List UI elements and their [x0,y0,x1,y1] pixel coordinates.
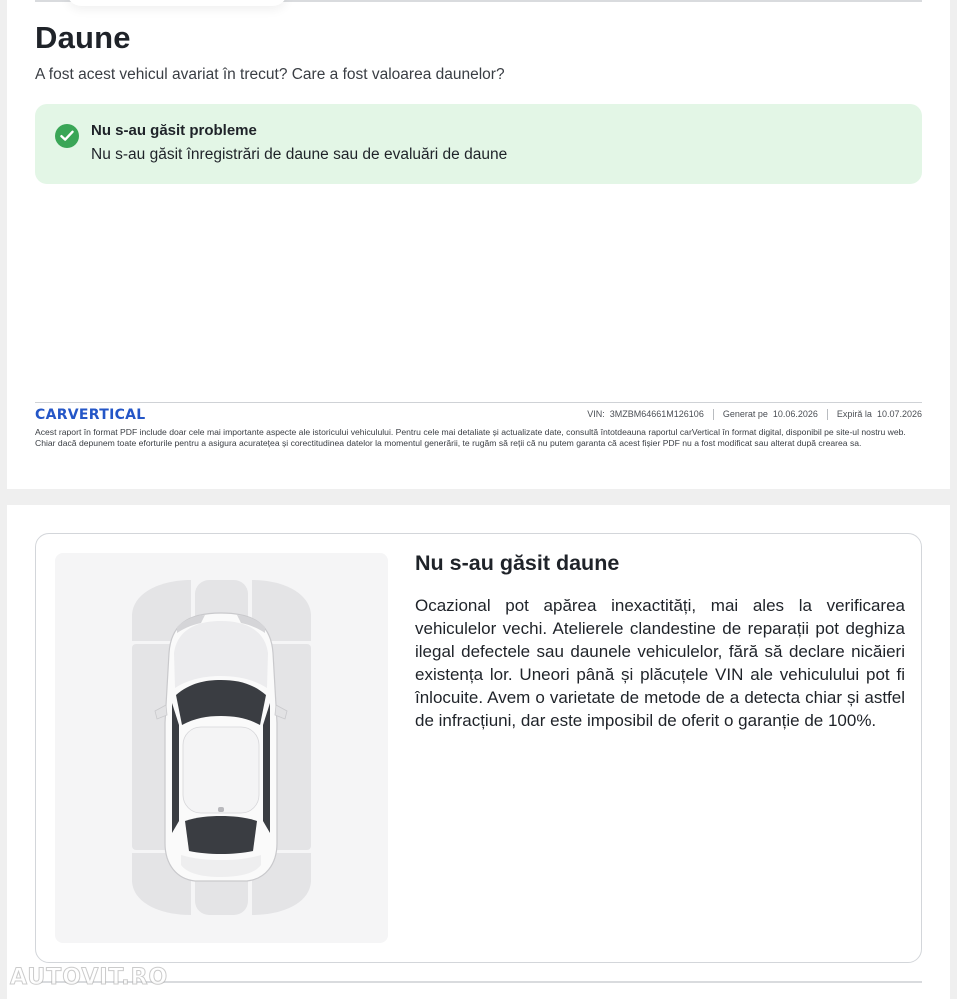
previous-section-edge [67,0,287,6]
pdf-disclaimer: Acest raport în format PDF include doar cele mai importante aspecte ale istoricului vehiculului. Pentru cele mai detaliate și actualizate date, consultă întotdeauna raportul carVertical în format digital, disponibil pe site-ul nostru web. Chiar dacă depunem toate eforturile pentru a asigura acuratețea și corectitudinea datelor la momentul generării, te rugăm să reții că nu putem garanta că acest fișier PDF nu a fost modificat sau alterat după crearea sa. [35,427,906,448]
vin-value: 3MZBM64661M126106 [609,409,704,419]
no-issues-status-box [35,104,922,184]
report-page-damage [7,0,950,489]
vin-info: VIN: 3MZBM64661M126106 [587,409,704,419]
report-meta [578,409,922,420]
report-page-damage-details [7,505,950,999]
expires-date: 10.07.2026 [876,409,922,419]
carvertical-logo: CARVERTICAL [35,407,146,423]
no-damage-explanation: Ocazional pot apărea inexactități, mai ales la verificarea vehiculelor vechi. Atelierele clandestine de reparații pot deghiza ilegal defectele sau daunele vehiculelor, fără să declare nicăieri existența lor. Uneori până și plăcuțele VIN ale vehiculului pot fi înlocuite. Avem o varietate de metode de a detecta chiar și astfel de infracțiuni, dar este imposibil de oferit o garanție de 100%. [415,596,905,730]
autovit-watermark: AUTOVIT.RO [10,965,169,990]
status-description: Nu s-au găsit înregistrări de daune sau de evaluări de daune [91,146,508,163]
no-damage-title: Nu s-au găsit daune [415,551,620,575]
section-title: Daune [35,20,131,55]
car-top-view-icon [55,553,388,943]
generated-info: Generat pe 10.06.2026 [722,409,818,419]
car-damage-diagram [55,553,388,943]
footer-divider [35,402,922,403]
section-question: A fost acest vehicul avariat în trecut? Care a fost valoarea daunelor? [35,66,505,83]
status-title: Nu s-au găsit probleme [91,122,257,139]
check-circle-icon [55,124,79,148]
generated-date: 10.06.2026 [772,409,818,419]
no-damage-card [35,533,922,963]
expires-info: Expiră la 10.07.2026 [836,409,922,419]
